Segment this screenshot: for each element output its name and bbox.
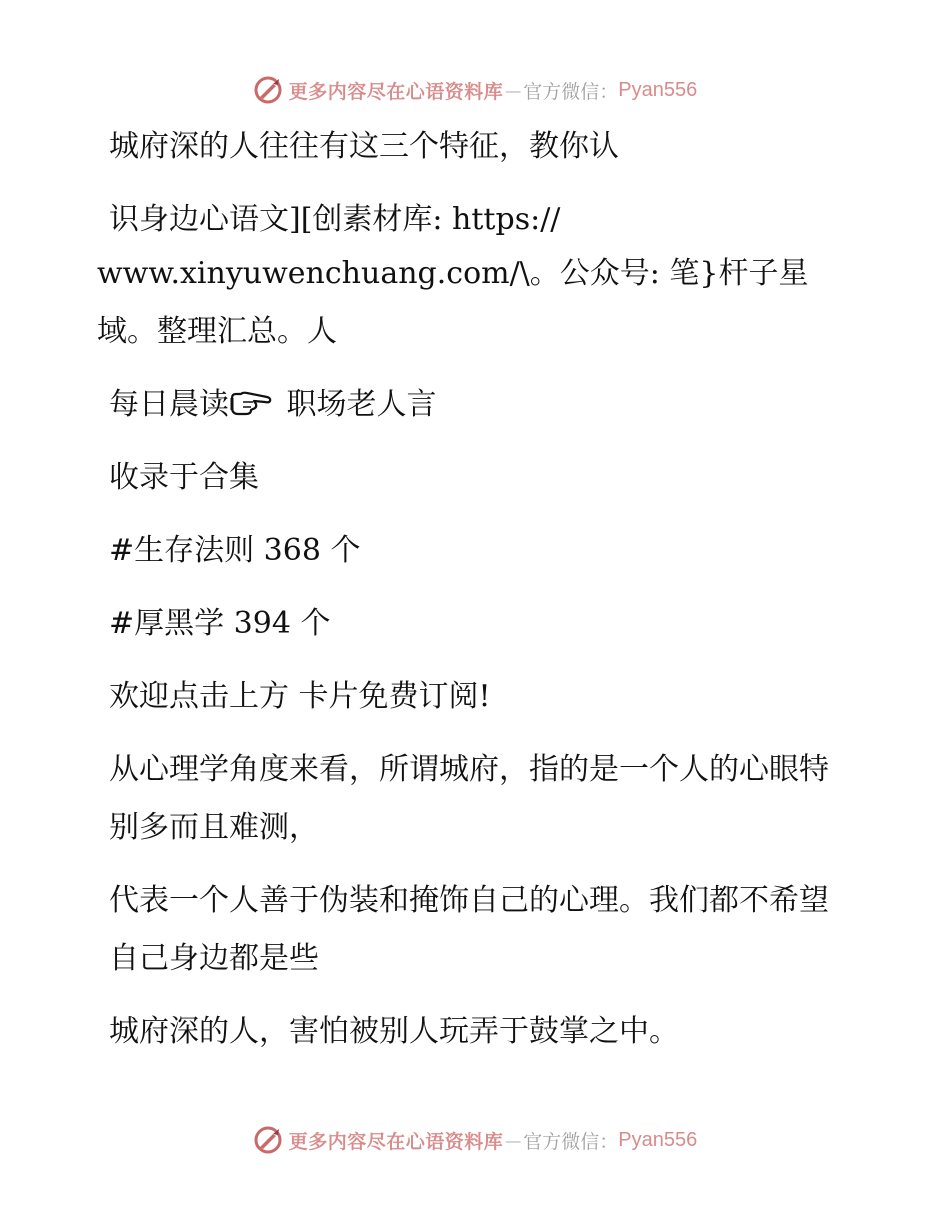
paragraph-source-line2: www.xinyuwenchuang.com/\。公众号: 笔}杆子星域。整理汇总。人 [97, 256, 809, 349]
paragraph-source-line1: 识身边心语文][创素材库: https:// [109, 202, 561, 237]
paragraph-title: 城府深的人往往有这三个特征，教你认 [109, 129, 619, 164]
header-wechat-id: Pyan556 [618, 78, 698, 101]
paragraph-subscribe: 欢迎点击上方 卡片免费订阅! [109, 679, 491, 714]
header-banner [0, 70, 950, 110]
footer-site-name: 更多内容尽在心语资料库 [288, 1130, 504, 1153]
pointing-hand-icon [229, 388, 273, 418]
header-dash: — [505, 80, 522, 100]
footer-wechat-id: Pyan556 [618, 1128, 698, 1151]
tag-survival-rules: #生存法则 368 个 [109, 533, 361, 568]
header-site-name: 更多内容尽在心语资料库 [288, 80, 504, 103]
paragraph-fear: 城府深的人，害怕被别人玩弄于鼓掌之中。 [109, 1014, 679, 1049]
footer-dash: — [505, 1130, 522, 1150]
paragraph-psychology: 从心理学角度来看，所谓城府，指的是一个人的心眼特别多而且难测， [109, 752, 829, 845]
document-body [97, 118, 857, 1076]
paragraph-morning-read [97, 376, 857, 434]
header-wechat-label: 官方微信： [523, 80, 619, 103]
paragraph-collection: 收录于合集 [109, 460, 259, 495]
quill-logo-icon [253, 75, 283, 105]
tag-thick-black: #厚黑学 394 个 [109, 606, 331, 641]
footer-banner [0, 1120, 950, 1160]
paragraph-disguise: 代表一个人善于伪装和掩饰自己的心理。我们都不希望自己身边都是些 [109, 883, 829, 976]
quill-logo-icon [253, 1125, 283, 1155]
morning-read-label: 每日晨读 [109, 387, 229, 422]
morning-read-column: 职场老人言 [277, 387, 437, 422]
footer-wechat-label: 官方微信： [523, 1130, 619, 1153]
